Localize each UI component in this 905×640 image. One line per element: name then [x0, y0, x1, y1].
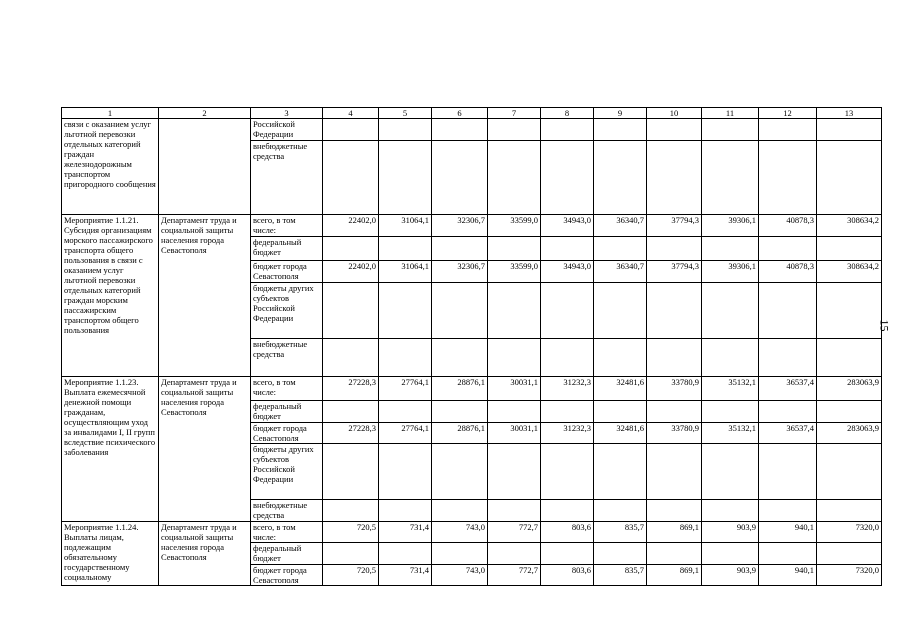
funding-source-cell: федеральный бюджет — [251, 237, 323, 261]
funding-source-cell: внебюджетные средства — [251, 339, 323, 377]
value-cell — [702, 119, 759, 141]
value-cell: 34943,0 — [541, 215, 594, 237]
value-cell: 31064,1 — [379, 261, 432, 283]
table-row — [62, 522, 882, 543]
department-cell — [159, 119, 251, 215]
column-header: 5 — [379, 108, 432, 119]
value-cell — [541, 237, 594, 261]
value-cell: 33599,0 — [488, 261, 541, 283]
column-header: 13 — [817, 108, 882, 119]
value-cell — [817, 543, 882, 565]
value-cell — [488, 141, 541, 215]
column-header: 4 — [323, 108, 379, 119]
value-cell — [647, 500, 702, 522]
value-cell — [759, 283, 817, 339]
department-cell: Департамент труда и социальной защиты населения города Севастополя — [159, 377, 251, 522]
value-cell: 40878,3 — [759, 261, 817, 283]
value-cell: 22402,0 — [323, 215, 379, 237]
value-cell — [759, 401, 817, 423]
value-cell — [379, 500, 432, 522]
value-cell — [759, 500, 817, 522]
value-cell — [323, 339, 379, 377]
value-cell: 32306,7 — [432, 261, 488, 283]
value-cell — [817, 141, 882, 215]
value-cell: 36340,7 — [594, 215, 647, 237]
value-cell — [432, 500, 488, 522]
value-cell: 772,7 — [488, 565, 541, 586]
value-cell — [594, 444, 647, 500]
value-cell: 731,4 — [379, 565, 432, 586]
table-row — [62, 119, 882, 141]
value-cell: 803,6 — [541, 565, 594, 586]
value-cell — [432, 543, 488, 565]
column-header: 3 — [251, 108, 323, 119]
funding-source-cell: федеральный бюджет — [251, 401, 323, 423]
value-cell — [488, 543, 541, 565]
value-cell — [541, 141, 594, 215]
value-cell — [379, 141, 432, 215]
funding-source-cell: бюджет города Севастополя — [251, 261, 323, 283]
value-cell — [702, 237, 759, 261]
value-cell: 31232,3 — [541, 377, 594, 401]
column-header: 12 — [759, 108, 817, 119]
value-cell — [323, 141, 379, 215]
value-cell: 308634,2 — [817, 261, 882, 283]
value-cell: 869,1 — [647, 522, 702, 543]
value-cell: 33780,9 — [647, 423, 702, 444]
value-cell — [541, 339, 594, 377]
value-cell — [759, 543, 817, 565]
value-cell: 35132,1 — [702, 377, 759, 401]
value-cell — [323, 283, 379, 339]
value-cell — [379, 119, 432, 141]
value-cell — [702, 444, 759, 500]
value-cell — [488, 119, 541, 141]
value-cell — [594, 500, 647, 522]
value-cell: 36537,4 — [759, 423, 817, 444]
value-cell: 34943,0 — [541, 261, 594, 283]
column-header: 2 — [159, 108, 251, 119]
value-cell: 35132,1 — [702, 423, 759, 444]
value-cell: 32481,6 — [594, 377, 647, 401]
value-cell: 731,4 — [379, 522, 432, 543]
value-cell: 940,1 — [759, 522, 817, 543]
column-header: 8 — [541, 108, 594, 119]
funding-source-cell: внебюджетные средства — [251, 141, 323, 215]
value-cell — [488, 500, 541, 522]
value-cell — [432, 237, 488, 261]
value-cell: 27228,3 — [323, 423, 379, 444]
value-cell: 283063,9 — [817, 377, 882, 401]
value-cell: 308634,2 — [817, 215, 882, 237]
value-cell: 27764,1 — [379, 423, 432, 444]
value-cell: 39306,1 — [702, 215, 759, 237]
value-cell: 772,7 — [488, 522, 541, 543]
value-cell — [379, 401, 432, 423]
value-cell — [702, 543, 759, 565]
value-cell — [432, 339, 488, 377]
value-cell: 36340,7 — [594, 261, 647, 283]
value-cell — [647, 141, 702, 215]
value-cell: 28876,1 — [432, 423, 488, 444]
column-header: 6 — [432, 108, 488, 119]
value-cell — [379, 283, 432, 339]
value-cell — [647, 283, 702, 339]
value-cell — [594, 543, 647, 565]
value-cell: 869,1 — [647, 565, 702, 586]
column-header: 10 — [647, 108, 702, 119]
value-cell — [541, 283, 594, 339]
value-cell — [323, 401, 379, 423]
funding-source-cell: бюджет города Севастополя — [251, 565, 323, 586]
value-cell — [323, 543, 379, 565]
value-cell: 31232,3 — [541, 423, 594, 444]
value-cell — [702, 141, 759, 215]
value-cell — [817, 500, 882, 522]
funding-source-cell: всего, в том числе: — [251, 215, 323, 237]
value-cell — [702, 500, 759, 522]
value-cell — [817, 119, 882, 141]
value-cell — [488, 401, 541, 423]
column-header: 1 — [62, 108, 159, 119]
value-cell — [541, 543, 594, 565]
value-cell — [702, 283, 759, 339]
value-cell — [817, 401, 882, 423]
funding-source-cell: бюджеты других субъектов Российской Федерации — [251, 444, 323, 500]
value-cell — [432, 283, 488, 339]
value-cell: 7320,0 — [817, 565, 882, 586]
table-row — [62, 215, 882, 237]
value-cell — [759, 237, 817, 261]
value-cell: 28876,1 — [432, 377, 488, 401]
value-cell — [432, 141, 488, 215]
budget-table — [61, 107, 882, 586]
value-cell — [323, 500, 379, 522]
column-header: 11 — [702, 108, 759, 119]
funding-source-cell: всего, в том числе: — [251, 522, 323, 543]
value-cell — [541, 401, 594, 423]
value-cell — [541, 500, 594, 522]
value-cell: 743,0 — [432, 522, 488, 543]
value-cell — [379, 339, 432, 377]
value-cell — [647, 237, 702, 261]
page-number: 15 — [877, 319, 892, 332]
value-cell — [594, 283, 647, 339]
measure-cell: Мероприятие 1.1.23. Выплата ежемесячной денежной помощи гражданам, осуществляющим уход за инвалидами I, II групп вследствие психического заболевания — [62, 377, 159, 522]
value-cell — [647, 401, 702, 423]
value-cell — [759, 444, 817, 500]
value-cell: 32306,7 — [432, 215, 488, 237]
value-cell: 903,9 — [702, 522, 759, 543]
value-cell — [759, 141, 817, 215]
value-cell — [759, 339, 817, 377]
value-cell: 36537,4 — [759, 377, 817, 401]
value-cell — [541, 444, 594, 500]
value-cell — [817, 339, 882, 377]
value-cell — [594, 401, 647, 423]
value-cell — [323, 237, 379, 261]
value-cell: 31064,1 — [379, 215, 432, 237]
funding-source-cell: бюджеты других субъектов Российской Федерации — [251, 283, 323, 339]
value-cell: 835,7 — [594, 565, 647, 586]
value-cell: 33780,9 — [647, 377, 702, 401]
department-cell: Департамент труда и социальной защиты населения города Севастополя — [159, 215, 251, 377]
value-cell — [594, 141, 647, 215]
value-cell — [759, 119, 817, 141]
value-cell: 283063,9 — [817, 423, 882, 444]
value-cell — [432, 401, 488, 423]
value-cell — [323, 444, 379, 500]
value-cell: 27228,3 — [323, 377, 379, 401]
value-cell — [432, 119, 488, 141]
funding-source-cell: федеральный бюджет — [251, 543, 323, 565]
value-cell — [488, 237, 541, 261]
value-cell — [594, 119, 647, 141]
value-cell — [379, 444, 432, 500]
funding-source-cell: бюджет города Севастополя — [251, 423, 323, 444]
value-cell: 32481,6 — [594, 423, 647, 444]
value-cell: 7320,0 — [817, 522, 882, 543]
value-cell: 39306,1 — [702, 261, 759, 283]
column-header: 9 — [594, 108, 647, 119]
value-cell — [323, 119, 379, 141]
value-cell: 835,7 — [594, 522, 647, 543]
value-cell — [594, 339, 647, 377]
column-header: 7 — [488, 108, 541, 119]
value-cell — [488, 283, 541, 339]
value-cell — [702, 401, 759, 423]
value-cell: 803,6 — [541, 522, 594, 543]
value-cell — [817, 444, 882, 500]
value-cell: 33599,0 — [488, 215, 541, 237]
value-cell: 720,5 — [323, 522, 379, 543]
measure-cell: связи с оказанием услуг льготной перевозки отдельных категорий граждан железнодорожным транспортом пригородного сообщения — [62, 119, 159, 215]
value-cell: 37794,3 — [647, 215, 702, 237]
table-row — [62, 377, 882, 401]
value-cell — [647, 339, 702, 377]
department-cell: Департамент труда и социальной защиты населения города Севастополя — [159, 522, 251, 586]
value-cell: 743,0 — [432, 565, 488, 586]
value-cell: 30031,1 — [488, 423, 541, 444]
value-cell: 30031,1 — [488, 377, 541, 401]
value-cell: 720,5 — [323, 565, 379, 586]
value-cell — [594, 237, 647, 261]
value-cell — [379, 237, 432, 261]
value-cell — [541, 119, 594, 141]
value-cell — [379, 543, 432, 565]
value-cell — [432, 444, 488, 500]
value-cell: 22402,0 — [323, 261, 379, 283]
table-header-row — [62, 108, 882, 119]
funding-source-cell: внебюджетные средства — [251, 500, 323, 522]
measure-cell: Мероприятие 1.1.21. Субсидия организациям морского пассажирского транспорта общего пользования в связи с оказанием услуг льготной перевозки отдельных категорий граждан морским пассажирским транспортом общего пользования — [62, 215, 159, 377]
value-cell — [702, 339, 759, 377]
value-cell — [488, 444, 541, 500]
value-cell: 940,1 — [759, 565, 817, 586]
value-cell — [647, 543, 702, 565]
value-cell — [488, 339, 541, 377]
value-cell: 40878,3 — [759, 215, 817, 237]
measure-cell: Мероприятие 1.1.24. Выплаты лицам, подлежащим обязательному государственному социальному — [62, 522, 159, 586]
value-cell — [647, 119, 702, 141]
value-cell: 27764,1 — [379, 377, 432, 401]
value-cell — [817, 283, 882, 339]
value-cell — [647, 444, 702, 500]
value-cell — [817, 237, 882, 261]
funding-source-cell: всего, в том числе: — [251, 377, 323, 401]
value-cell: 903,9 — [702, 565, 759, 586]
value-cell: 37794,3 — [647, 261, 702, 283]
funding-source-cell: Российской Федерации — [251, 119, 323, 141]
